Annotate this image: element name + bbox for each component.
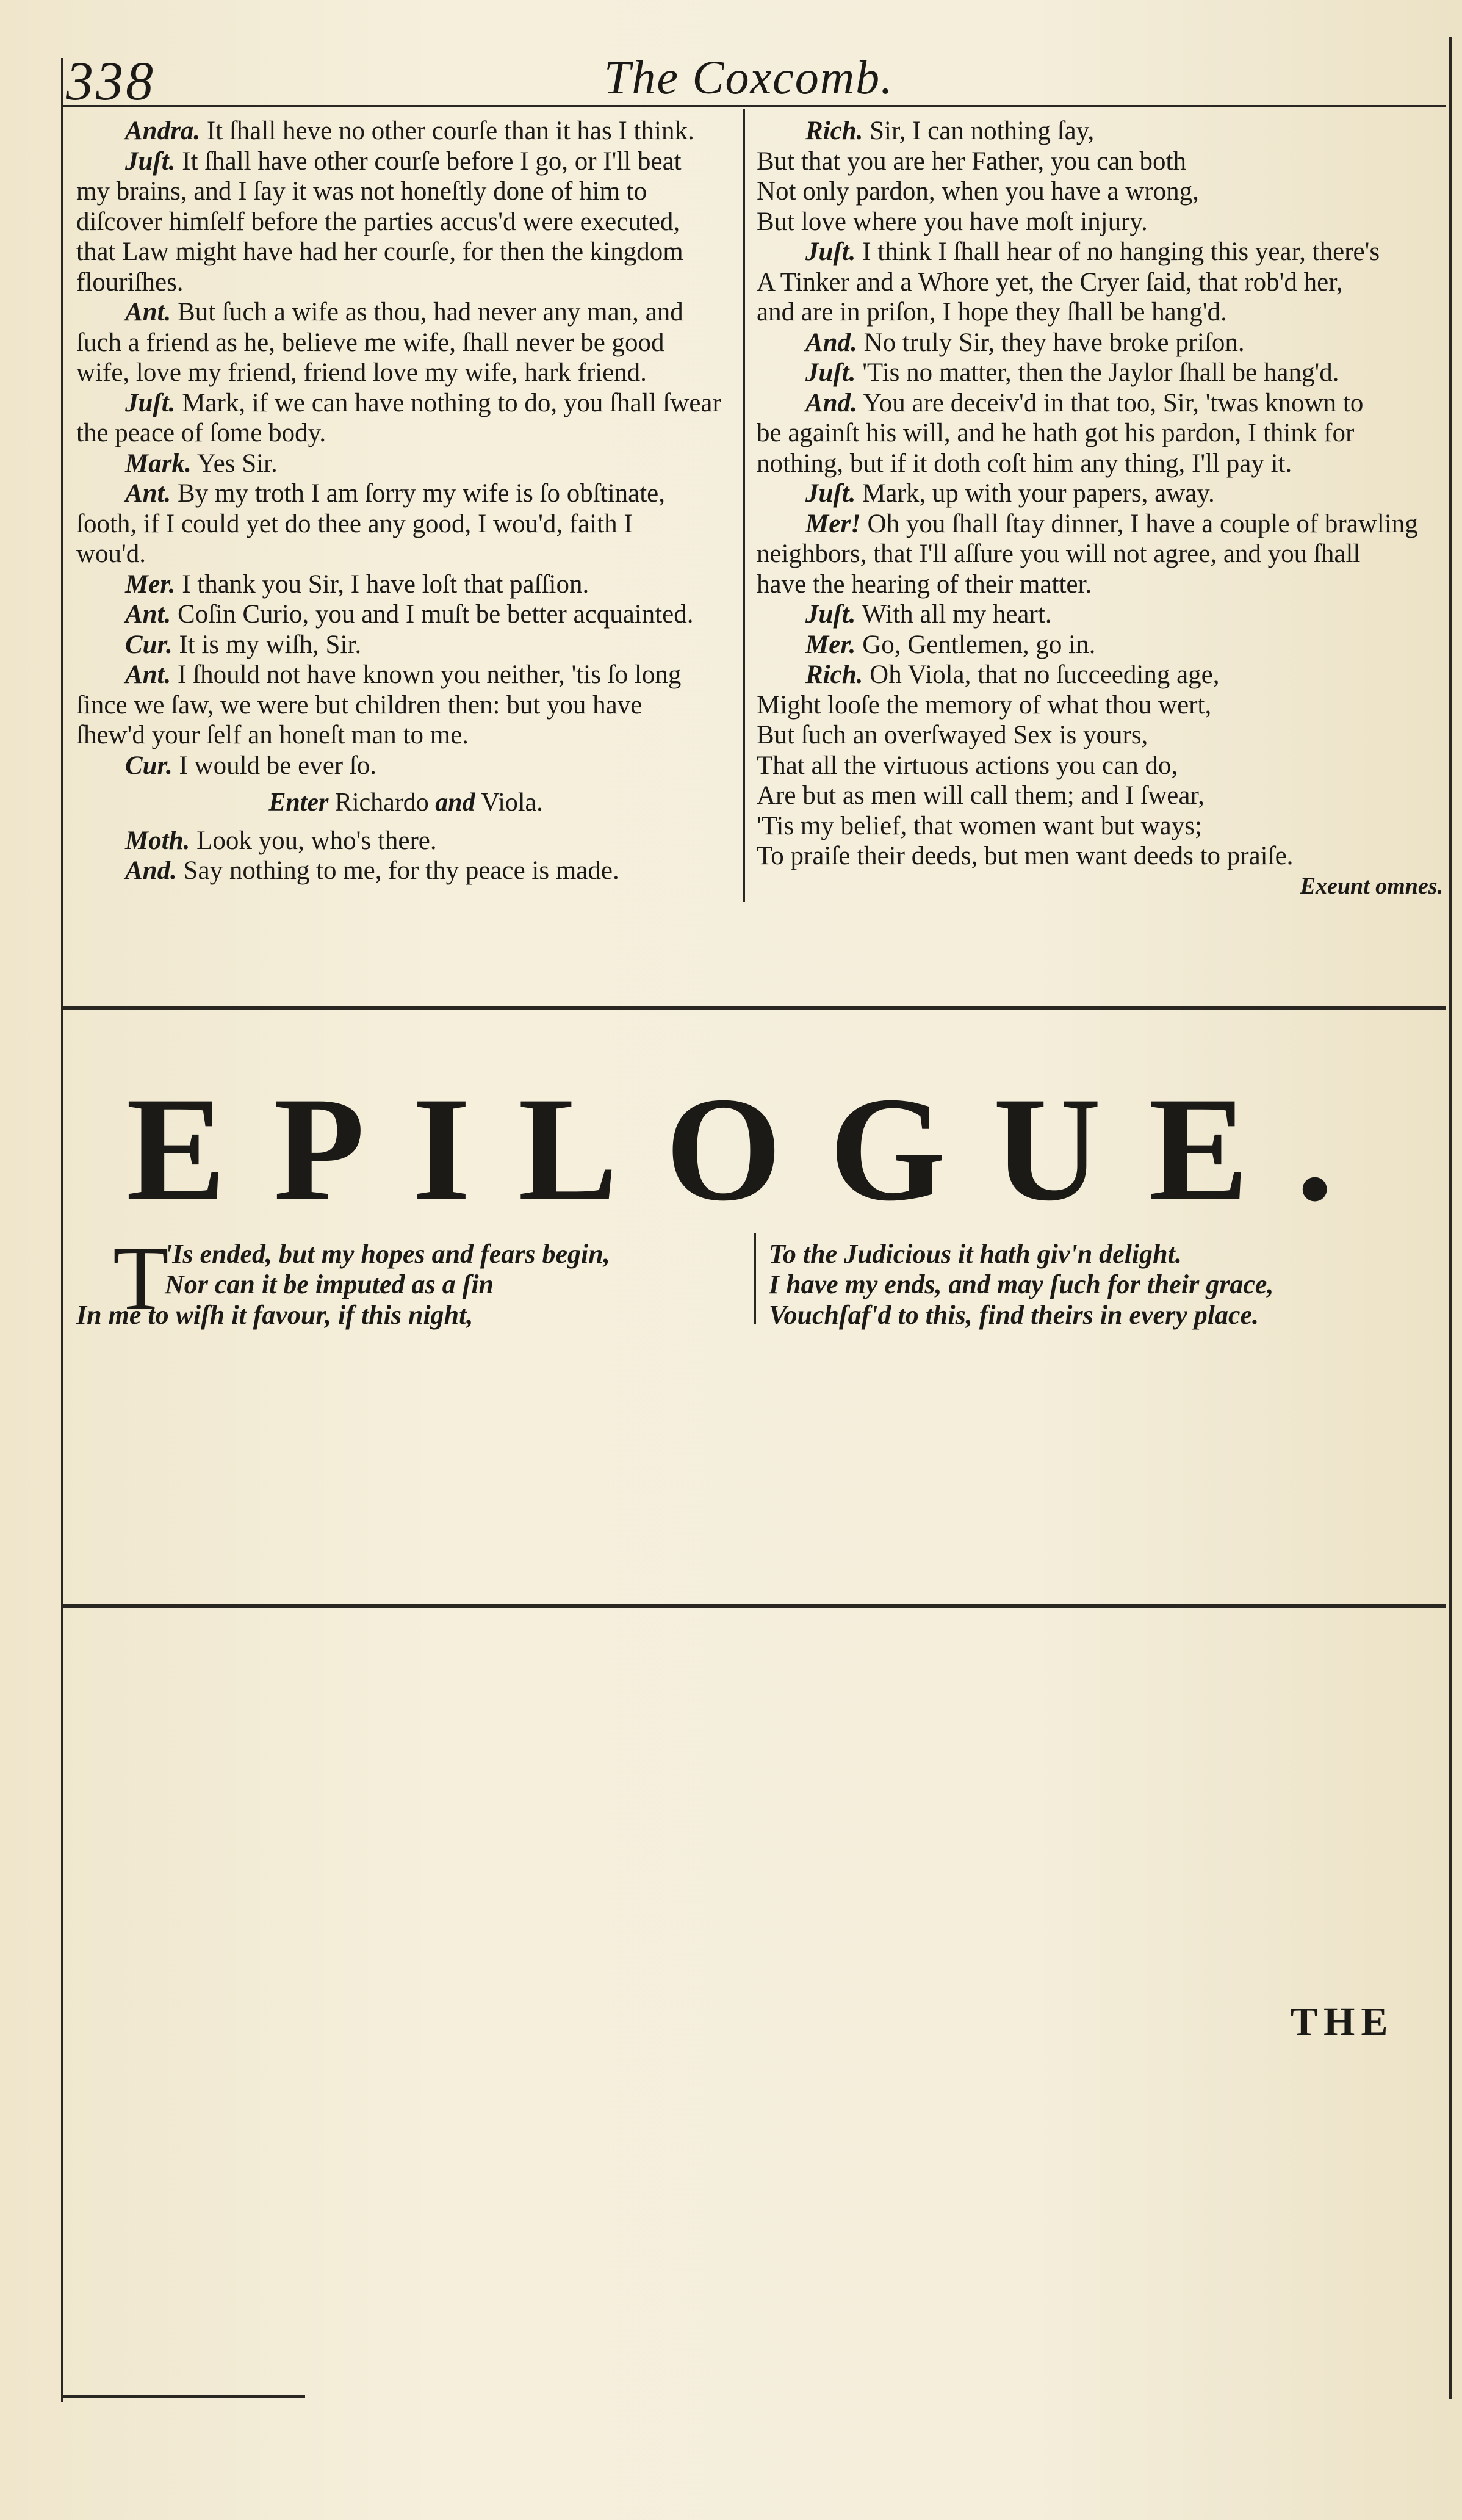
text-line — [76, 176, 735, 207]
speech-text: ſooth, if I could yet do thee any good, I wou'd, faith I — [76, 509, 633, 538]
speaker-name: Cur. — [125, 751, 173, 780]
speaker-name: Juſt. — [805, 237, 856, 266]
speech-text: I ſhould not have known you neither, 'tis ſo long — [171, 660, 682, 689]
text-line — [757, 297, 1443, 328]
speech-text: But love where you have moſt injury. — [757, 207, 1148, 236]
text-line — [76, 449, 735, 479]
speech-text: Not only pardon, when you have a wrong, — [757, 177, 1199, 206]
speech-text: Sir, I can nothing ſay, — [863, 117, 1095, 145]
text-line — [76, 388, 735, 419]
text-line — [757, 751, 1443, 781]
text-line — [76, 478, 735, 509]
stage-direction-part: and — [435, 789, 475, 817]
speaker-name: Ant. — [125, 600, 171, 629]
page-frame-right — [1449, 37, 1452, 2399]
running-title: The Coxcomb. — [604, 51, 894, 104]
text-line — [757, 328, 1443, 358]
speaker-name: And. — [805, 388, 857, 417]
text-line — [757, 539, 1443, 569]
stage-direction-part: Enter — [268, 789, 329, 817]
speech-text: ſhew'd your ſelf an honeſt man to me. — [76, 721, 469, 749]
speaker-name: Mark. — [125, 449, 192, 478]
text-line — [757, 176, 1443, 207]
speech-text: neighbors, that I'll aſſure you will not agree, and you ſhall — [757, 540, 1361, 568]
speaker-name: Juſt. — [805, 479, 856, 508]
text-line — [76, 328, 735, 358]
speech-text: But ſuch an overſwayed Sex is yours, — [757, 721, 1148, 749]
speech-text: It ſhall have other courſe before I go, or I'll beat — [175, 146, 682, 176]
text-line — [757, 418, 1443, 449]
text-line — [757, 449, 1443, 479]
header-rule — [61, 105, 1446, 107]
speaker-name: Rich. — [805, 660, 863, 689]
text-line — [757, 237, 1443, 267]
speech-text: 'Tis no matter, then the Jaylor ſhall be hang'd. — [855, 358, 1339, 387]
speaker-name: Mer. — [805, 630, 856, 659]
text-line — [76, 690, 735, 721]
text-line — [76, 297, 735, 328]
section-rule — [61, 1006, 1446, 1010]
speaker-name: Cur. — [125, 630, 173, 659]
speech-text: wou'd. — [76, 540, 146, 568]
text-line — [757, 781, 1443, 811]
text-line — [757, 509, 1443, 540]
speech-text: and are in priſon, I hope they ſhall be hang'd. — [757, 298, 1227, 327]
speech-text: ſince we ſaw, we were but children then: but you have — [76, 690, 643, 720]
speaker-name: Juſt. — [125, 146, 176, 176]
text-line — [76, 751, 735, 781]
speaker-name: Andra. — [125, 117, 201, 145]
speaker-name: Juſt. — [125, 388, 176, 417]
speech-text: Say nothing to me, for thy peace is made. — [176, 856, 619, 885]
text-line — [76, 207, 735, 237]
text-line — [757, 660, 1443, 690]
text-line — [76, 418, 735, 449]
text-line — [76, 358, 735, 388]
speaker-name: Juſt. — [805, 358, 856, 387]
text-line — [76, 539, 735, 569]
speech-text: A Tinker and a Whore yet, the Cryer ſaid, that rob'd her, — [757, 267, 1343, 297]
speech-text: Oh Viola, that no ſucceeding age, — [863, 660, 1220, 689]
text-line — [76, 660, 735, 690]
speaker-name: Rich. — [805, 117, 863, 145]
stage-direction-part: Viola. — [475, 789, 543, 817]
epilogue-left-column — [76, 1239, 741, 1330]
speech-text: That all the virtuous actions you can do, — [757, 751, 1178, 780]
speaker-name: Mer. — [125, 569, 176, 599]
catchword: THE — [1291, 1999, 1394, 2044]
text-line — [757, 599, 1443, 630]
speaker-name: Moth. — [125, 826, 190, 855]
speaker-name: Juſt. — [805, 600, 856, 629]
speaker-name: Ant. — [125, 660, 171, 689]
text-line — [76, 116, 735, 146]
epilogue-line: To the Judicious it hath giv'n delight. — [769, 1239, 1182, 1269]
speech-text: wife, love my friend, friend love my wife, hark friend. — [76, 358, 647, 387]
speech-text: I would be ever ſo. — [172, 751, 377, 780]
speech-text: Look you, who's there. — [190, 826, 437, 855]
speech-text: have the hearing of their matter. — [757, 569, 1092, 599]
speech-text: that Law might have had her courſe, for then the kingdom — [76, 237, 683, 266]
text-line — [757, 478, 1443, 509]
speech-text: With all my heart. — [855, 600, 1052, 629]
speech-text: be againſt his will, and he hath got his pardon, I think for — [757, 419, 1355, 447]
speech-text: Might looſe the memory of what thou wert, — [757, 690, 1212, 720]
epilogue-drop-cap: T — [113, 1228, 169, 1329]
text-line — [757, 811, 1443, 842]
text-line — [757, 720, 1443, 751]
text-line — [76, 146, 735, 177]
speech-text: It ſhall heve no other courſe than it has I think. — [200, 117, 694, 145]
speech-text: I think I ſhall hear of no hanging this year, there's — [855, 237, 1380, 266]
text-line — [76, 720, 735, 751]
speech-text: By my troth I am ſorry my wife is ſo obſtinate, — [171, 479, 666, 508]
text-line — [757, 146, 1443, 177]
speech-text: Are but as men will call them; and I ſwear, — [757, 781, 1205, 810]
epilogue-line: I have my ends, and may ſuch for their grace, — [769, 1269, 1274, 1299]
speech-text: I thank you Sir, I have loſt that paſſion. — [175, 569, 589, 599]
text-line — [757, 569, 1443, 600]
speech-text: Mark, if we can have nothing to do, you ſhall ſwear — [175, 388, 721, 417]
text-line — [76, 630, 735, 660]
speech-text: No truly Sir, they have broke priſon. — [857, 328, 1245, 357]
epilogue-right-column — [769, 1239, 1434, 1330]
right-column — [757, 116, 1443, 901]
page-number: 338 — [66, 51, 156, 112]
column-divider — [743, 109, 745, 902]
speech-text: Oh you ſhall ſtay dinner, I have a couple of brawling — [860, 509, 1418, 538]
epilogue-line: Nor can it be imputed as a ſin — [165, 1269, 494, 1299]
speaker-name: Ant. — [125, 298, 171, 327]
text-line — [757, 690, 1443, 721]
text-line — [757, 630, 1443, 660]
text-line — [757, 358, 1443, 388]
speech-text: diſcover himſelf before the parties accus'd were executed, — [76, 207, 680, 236]
epilogue-line: 'Is ended, but my hopes and fears begin, — [165, 1239, 610, 1269]
speech-text: Coſin Curio, you and I muſt be better acquainted. — [171, 600, 694, 629]
text-line — [76, 569, 735, 600]
stage-direction — [76, 788, 735, 818]
epilogue-divider — [754, 1233, 756, 1324]
speech-text: But ſuch a wife as thou, had never any man, and — [171, 298, 683, 327]
epilogue-line: Vouchſaf'd to this, find theirs in every place. — [769, 1300, 1259, 1330]
text-line — [757, 116, 1443, 146]
exeunt-direction: Exeunt omnes. — [1300, 873, 1443, 899]
speech-text: flouriſhes. — [76, 267, 184, 297]
text-line — [76, 237, 735, 267]
text-line — [757, 841, 1443, 872]
text-line — [76, 267, 735, 298]
speech-text: To praiſe their deeds, but men want deeds to praiſe. — [757, 842, 1294, 870]
speech-text: my brains, and I ſay it was not honeſtly done of him to — [76, 177, 647, 206]
text-line — [76, 856, 735, 886]
speech-text: Yes Sir. — [191, 449, 278, 478]
text-line — [757, 388, 1443, 419]
text-line — [76, 509, 735, 540]
stage-direction-part: Richardo — [328, 789, 436, 817]
text-line — [76, 826, 735, 856]
left-column — [76, 116, 735, 886]
page-frame-bottom — [61, 2395, 305, 2398]
epilogue-line: In me to wiſh it favour, if this night, — [76, 1300, 474, 1330]
speaker-name: And. — [125, 856, 177, 885]
speech-text: 'Tis my belief, that women want but ways; — [757, 811, 1202, 840]
speech-text: You are deceiv'd in that too, Sir, 'twas known to — [857, 388, 1364, 417]
speaker-name: Mer! — [805, 509, 861, 538]
page-frame-left — [61, 58, 63, 2402]
speech-text: But that you are her Father, you can both — [757, 146, 1186, 176]
speech-text: nothing, but if it doth coſt him any thing, I'll pay it. — [757, 449, 1292, 478]
text-line — [757, 267, 1443, 298]
speech-text: Mark, up with your papers, away. — [855, 479, 1215, 508]
speaker-name: Ant. — [125, 479, 171, 508]
speech-text: ſuch a friend as he, believe me wife, ſhall never be good — [76, 328, 664, 357]
text-line — [76, 599, 735, 630]
speaker-name: And. — [805, 328, 857, 357]
speech-text: the peace of ſome body. — [76, 419, 326, 447]
epilogue-title: EPILOGUE. — [126, 1066, 1381, 1232]
speech-text: It is my wiſh, Sir. — [172, 630, 362, 659]
speech-text: Go, Gentlemen, go in. — [855, 630, 1096, 659]
bottom-rule — [61, 1604, 1446, 1608]
text-line — [757, 207, 1443, 237]
